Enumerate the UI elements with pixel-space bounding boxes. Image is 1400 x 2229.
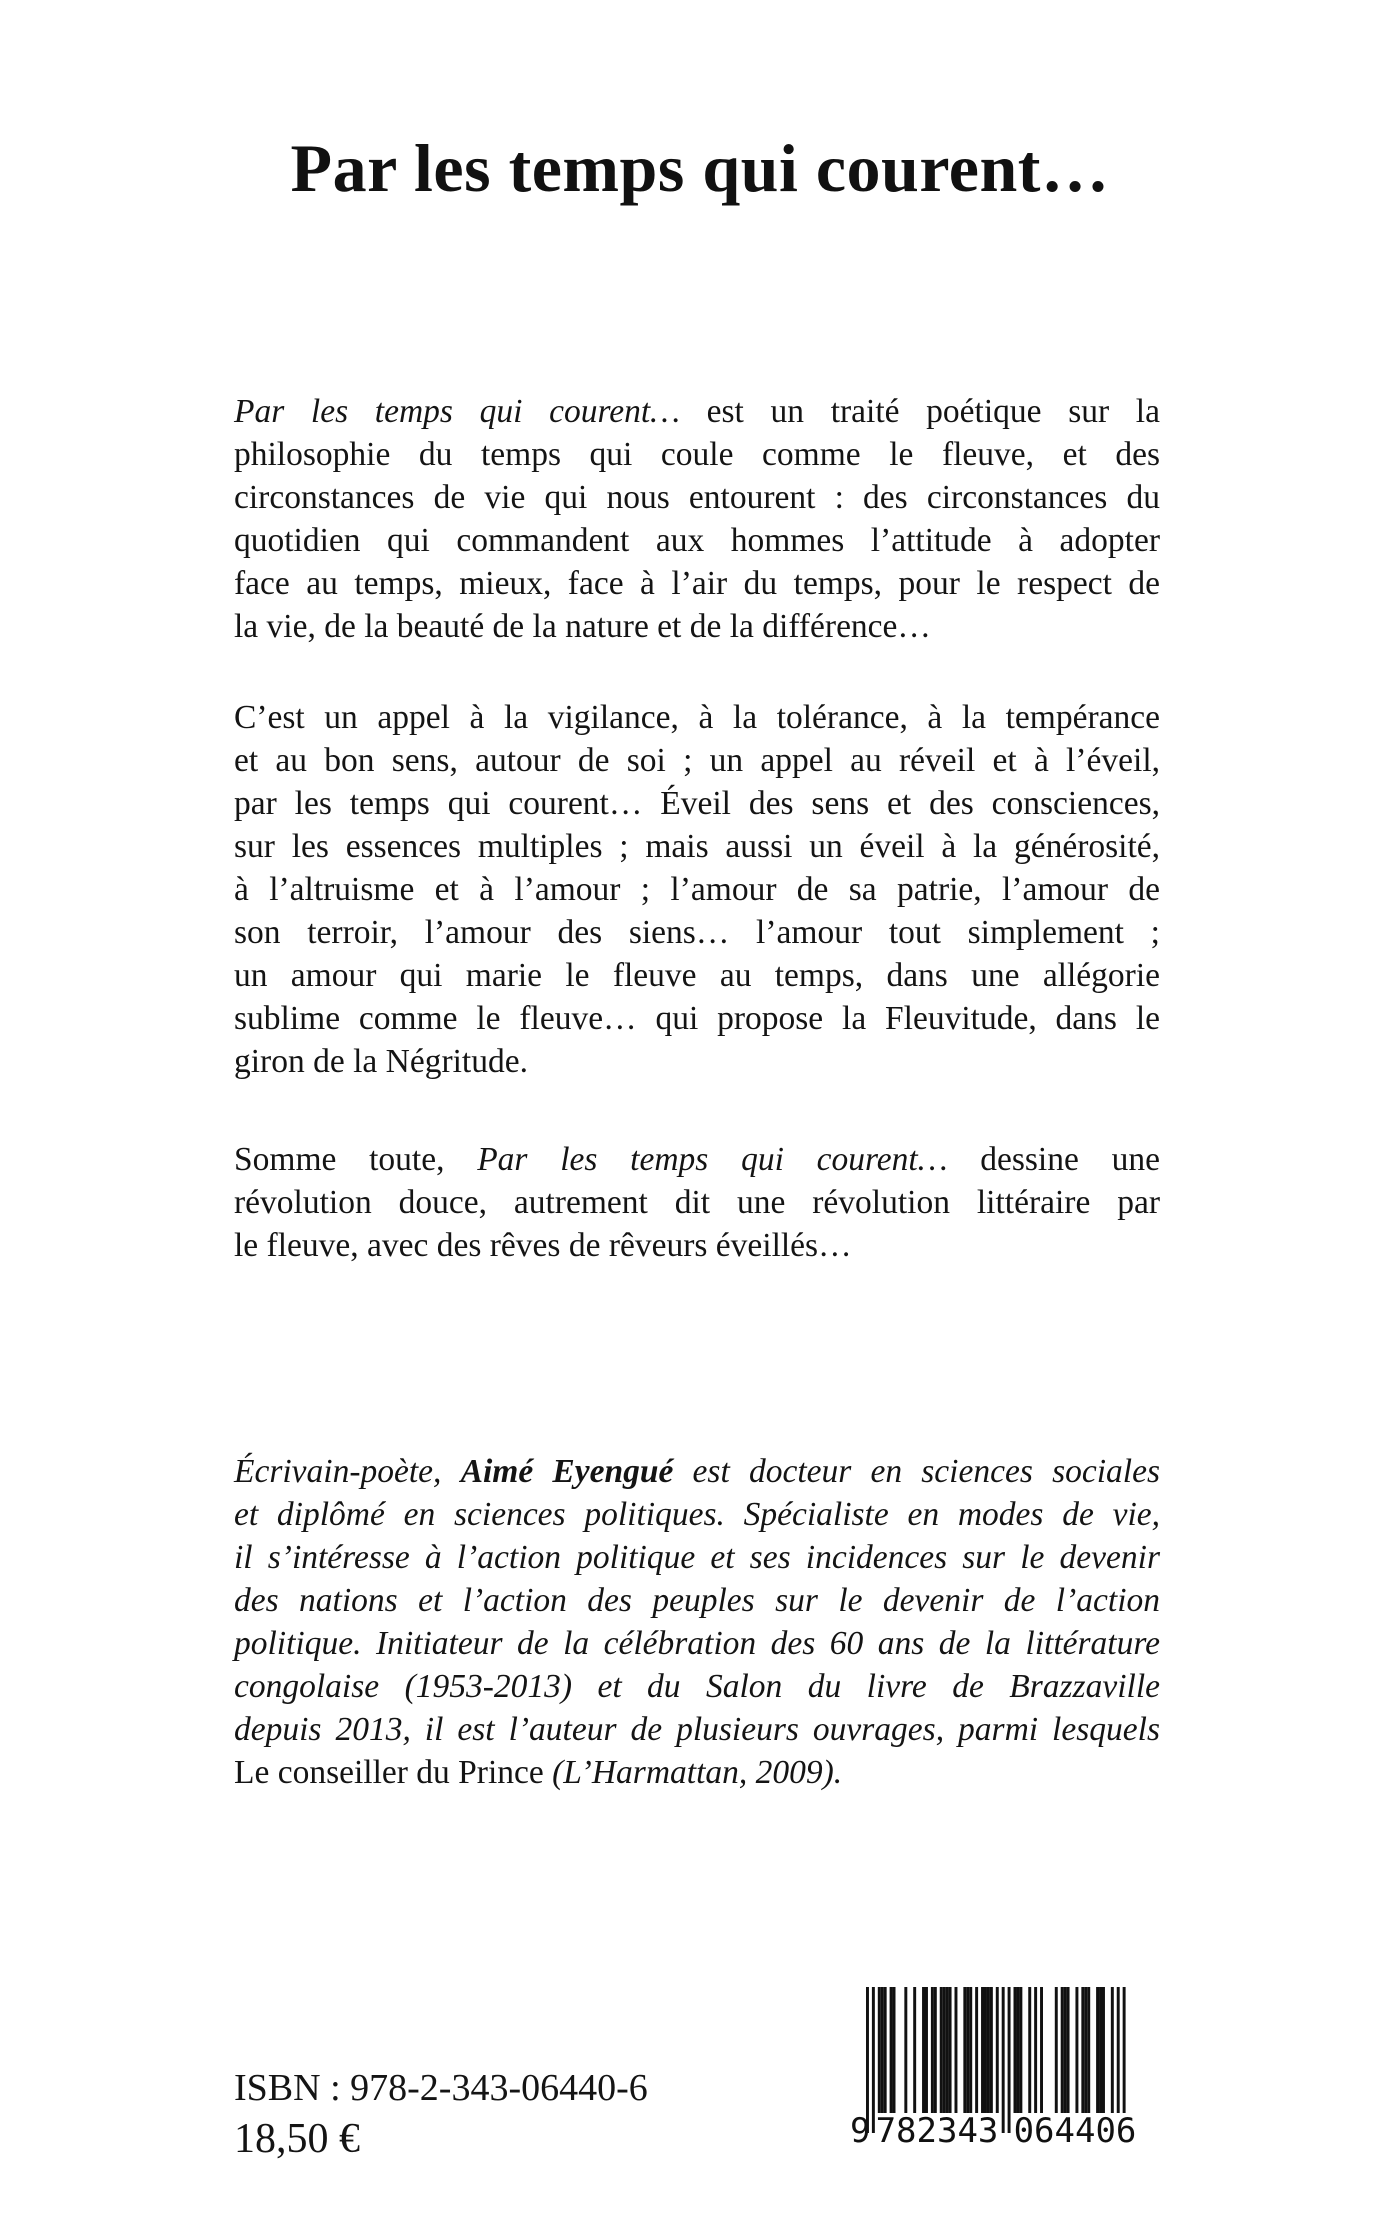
- text-segment: quotidien qui commandent aux hommes l’attitude à adopter: [234, 522, 1160, 559]
- text-segment: il s’intéresse à l’action politique et ses incidences sur le devenir: [234, 1539, 1160, 1576]
- text-line: [234, 868, 1160, 911]
- barcode: [848, 1987, 1168, 2147]
- text-line: [234, 1622, 1160, 1665]
- text-line: [234, 562, 1160, 605]
- text-segment: Somme toute,: [234, 1141, 478, 1178]
- text-segment: la vie, de la beauté de la nature et de la différence…: [234, 608, 931, 645]
- text-line: [234, 1579, 1160, 1622]
- text-segment: le fleuve, avec des rêves de rêveurs éveillés…: [234, 1227, 852, 1264]
- text-segment: Par les temps qui courent…: [234, 393, 680, 430]
- price-text: 18,50 €: [234, 2116, 360, 2162]
- text-segment: et diplômé en sciences politiques. Spécialiste en modes de vie,: [234, 1496, 1160, 1533]
- text-line: [234, 476, 1160, 519]
- text-segment: Le conseiller du Prince: [234, 1754, 553, 1791]
- synopsis: [234, 390, 1160, 1267]
- barcode-digits-right: 064406: [1013, 2111, 1137, 2147]
- text-line: [234, 911, 1160, 954]
- text-segment: et au bon sens, autour de soi ; un appel au réveil et à l’éveil,: [234, 742, 1160, 779]
- text-line: [234, 782, 1160, 825]
- text-line: [234, 1708, 1160, 1751]
- text-line: [234, 1181, 1160, 1224]
- synopsis-paragraph-3: [234, 1138, 1160, 1267]
- text-segment: Par les temps qui courent…: [477, 1141, 948, 1178]
- text-segment: à l’altruisme et à l’amour ; l’amour de sa patrie, l’amour de: [234, 871, 1160, 908]
- text-line: [234, 433, 1160, 476]
- text-segment: un amour qui marie le fleuve au temps, dans une allégorie: [234, 957, 1160, 994]
- barcode-digits-left: 782343: [875, 2111, 999, 2147]
- text-line: [234, 696, 1160, 739]
- text-segment: révolution douce, autrement dit une révolution littéraire par: [234, 1184, 1160, 1221]
- text-segment: depuis 2013, il est l’auteur de plusieurs ouvrages, parmi lesquels: [234, 1711, 1160, 1748]
- text-segment: politique. Initiateur de la célébration des 60 ans de la littérature: [234, 1625, 1160, 1662]
- text-line: [234, 954, 1160, 997]
- text-segment: son terroir, l’amour des siens… l’amour tout simplement ;: [234, 914, 1160, 951]
- isbn-text: ISBN : 978-2-343-06440-6: [234, 2067, 648, 2109]
- text-segment: Aimé Eyengué: [460, 1453, 674, 1490]
- text-line: [234, 1224, 1160, 1267]
- book-title: Par les temps qui courent…: [290, 130, 1110, 206]
- text-line: [234, 739, 1160, 782]
- text-segment: face au temps, mieux, face à l’air du temps, pour le respect de: [234, 565, 1160, 602]
- text-segment: congolaise (1953-2013) et du Salon du livre de Brazzaville: [234, 1668, 1160, 1705]
- synopsis-paragraph-1: [234, 390, 1160, 648]
- barcode-digit-first: 9: [850, 2111, 871, 2147]
- text-line: [234, 1040, 1160, 1083]
- author-bio: [234, 1450, 1160, 1794]
- synopsis-paragraph-2: [234, 696, 1160, 1083]
- text-segment: par les temps qui courent… Éveil des sens et des consciences,: [234, 785, 1160, 822]
- text-line: [234, 1536, 1160, 1579]
- text-line: [234, 1138, 1160, 1181]
- text-segment: (L’Harmattan, 2009).: [552, 1754, 843, 1791]
- text-line: [234, 825, 1160, 868]
- text-segment: est docteur en sciences sociales: [673, 1453, 1160, 1490]
- text-segment: sublime comme le fleuve… qui propose la Fleuvitude, dans le: [234, 1000, 1160, 1037]
- text-line: [234, 1665, 1160, 1708]
- text-line: [234, 1751, 1160, 1794]
- text-segment: est un traité poétique sur la: [679, 393, 1160, 430]
- text-line: [234, 605, 1160, 648]
- text-segment: des nations et l’action des peuples sur le devenir de l’action: [234, 1582, 1160, 1619]
- text-segment: circonstances de vie qui nous entourent : des circonstances du: [234, 479, 1160, 516]
- text-segment: C’est un appel à la vigilance, à la tolérance, à la tempérance: [234, 699, 1160, 736]
- text-line: [234, 1450, 1160, 1493]
- text-segment: philosophie du temps qui coule comme le fleuve, et des: [234, 436, 1160, 473]
- text-segment: dessine une: [947, 1141, 1160, 1178]
- text-line: [234, 390, 1160, 433]
- text-segment: giron de la Négritude.: [234, 1043, 528, 1080]
- text-line: [234, 997, 1160, 1040]
- text-line: [234, 1493, 1160, 1536]
- text-line: [234, 519, 1160, 562]
- text-segment: Écrivain-poète,: [234, 1453, 461, 1490]
- text-segment: sur les essences multiples ; mais aussi un éveil à la générosité,: [234, 828, 1160, 865]
